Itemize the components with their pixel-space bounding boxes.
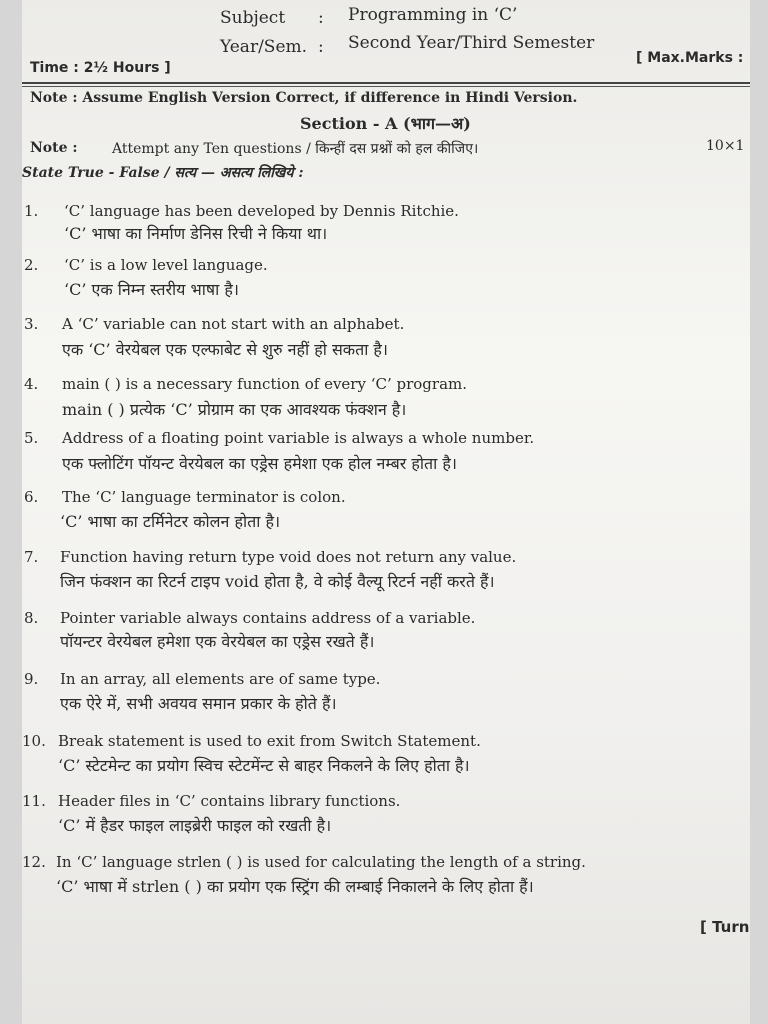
note-text: Attempt any Ten questions / किन्हीं दस प्रश्नों को हल कीजिए। <box>112 141 479 157</box>
question-hindi: ‘C’ भाषा में strlen ( ) का प्रयोग एक स्ट्रिंग की लम्बाई निकालने के लिए होता हैं। <box>56 877 534 896</box>
question-number: 4. <box>24 375 39 393</box>
section-title: Section - A (भाग—अ) <box>300 114 471 133</box>
note-label: Note : <box>30 140 78 156</box>
question-english: Address of a floating point variable is always a whole number. <box>62 429 535 447</box>
page-right-edge <box>750 0 768 1024</box>
question-hindi: main ( ) प्रत्येक ‘C’ प्रोग्राम का एक आवश्यक फंक्शन है। <box>62 400 407 419</box>
question-english: Header files in ‘C’ contains library functions. <box>58 792 401 810</box>
question-number: 11. <box>22 792 46 810</box>
header-rule <box>22 82 750 84</box>
question-english: The ‘C’ language terminator is colon. <box>62 488 346 506</box>
question-number: 12. <box>22 853 46 871</box>
question-hindi: ‘C’ भाषा का निर्माण डेनिस रिची ने किया था। <box>64 224 328 243</box>
question-hindi: ‘C’ में हैडर फाइल लाइब्रेरी फाइल को रखती है। <box>58 816 332 835</box>
subject-separator: : <box>318 8 324 28</box>
question-english: A ‘C’ variable can not start with an alphabet. <box>62 315 405 333</box>
question-english: Break statement is used to exit from Switch Statement. <box>58 732 481 750</box>
marks-allocation: 10×1 <box>706 138 745 154</box>
subject-label: Subject <box>220 8 286 28</box>
time-allowed: Time : 2½ Hours ] <box>30 60 171 76</box>
question-english: ‘C’ is a low level language. <box>64 256 268 274</box>
question-hindi: एक फ्लोटिंग पॉयन्ट वेरयेबल का एड्रेस हमेशा एक होल नम्बर होता है। <box>62 454 457 473</box>
question-hindi: जिन फंक्शन का रिटर्न टाइप void होता है, वे कोई वैल्यू रिटर्न नहीं करते हैं। <box>60 572 495 591</box>
question-english: In an array, all elements are of same type. <box>60 670 381 688</box>
yearsem-label: Year/Sem. <box>220 37 308 57</box>
question-english: ‘C’ language has been developed by Dennis Ritchie. <box>64 202 459 220</box>
subject-value: Programming in ‘C’ <box>348 5 518 25</box>
question-english: Pointer variable always contains address of a variable. <box>60 609 476 627</box>
question-number: 3. <box>24 315 39 333</box>
question-number: 2. <box>24 256 39 274</box>
turn-over-note: [ Turn <box>700 918 750 936</box>
yearsem-value: Second Year/Third Semester <box>348 33 595 53</box>
header-rule-thin <box>22 86 750 87</box>
question-english: main ( ) is a necessary function of every ‘C’ program. <box>62 375 468 393</box>
max-marks: [ Max.Marks : <box>636 50 744 66</box>
instruction-line: State True - False / सत्य — असत्य लिखिये : <box>22 165 304 181</box>
question-number: 1. <box>24 202 39 220</box>
question-hindi: एक ऐरे में, सभी अवयव समान प्रकार के होते हैं। <box>60 694 337 713</box>
language-note: Note : Assume English Version Correct, if difference in Hindi Version. <box>30 90 578 106</box>
question-hindi: ‘C’ एक निम्न स्तरीय भाषा है। <box>64 280 239 299</box>
question-number: 10. <box>22 732 46 750</box>
question-hindi: एक ‘C’ वेरयेबल एक एल्फाबेट से शुरु नहीं हो सकता है। <box>62 340 388 359</box>
question-hindi: पॉयन्टर वेरयेबल हमेशा एक वेरयेबल का एड्रेस रखते हैं। <box>60 632 375 651</box>
page-left-edge <box>0 0 22 1024</box>
question-hindi: ‘C’ भाषा का टर्मिनेटर कोलन होता है। <box>60 512 281 531</box>
question-number: 7. <box>24 548 39 566</box>
question-number: 9. <box>24 670 39 688</box>
question-english: In ‘C’ language strlen ( ) is used for calculating the length of a string. <box>56 853 586 871</box>
question-number: 5. <box>24 429 39 447</box>
question-hindi: ‘C’ स्टेटमेन्ट का प्रयोग स्विच स्टेटमेंन्ट से बाहर निकलने के लिए होता है। <box>58 756 470 775</box>
question-number: 6. <box>24 488 39 506</box>
yearsem-separator: : <box>318 37 324 57</box>
question-english: Function having return type void does not return any value. <box>60 548 517 566</box>
question-number: 8. <box>24 609 39 627</box>
